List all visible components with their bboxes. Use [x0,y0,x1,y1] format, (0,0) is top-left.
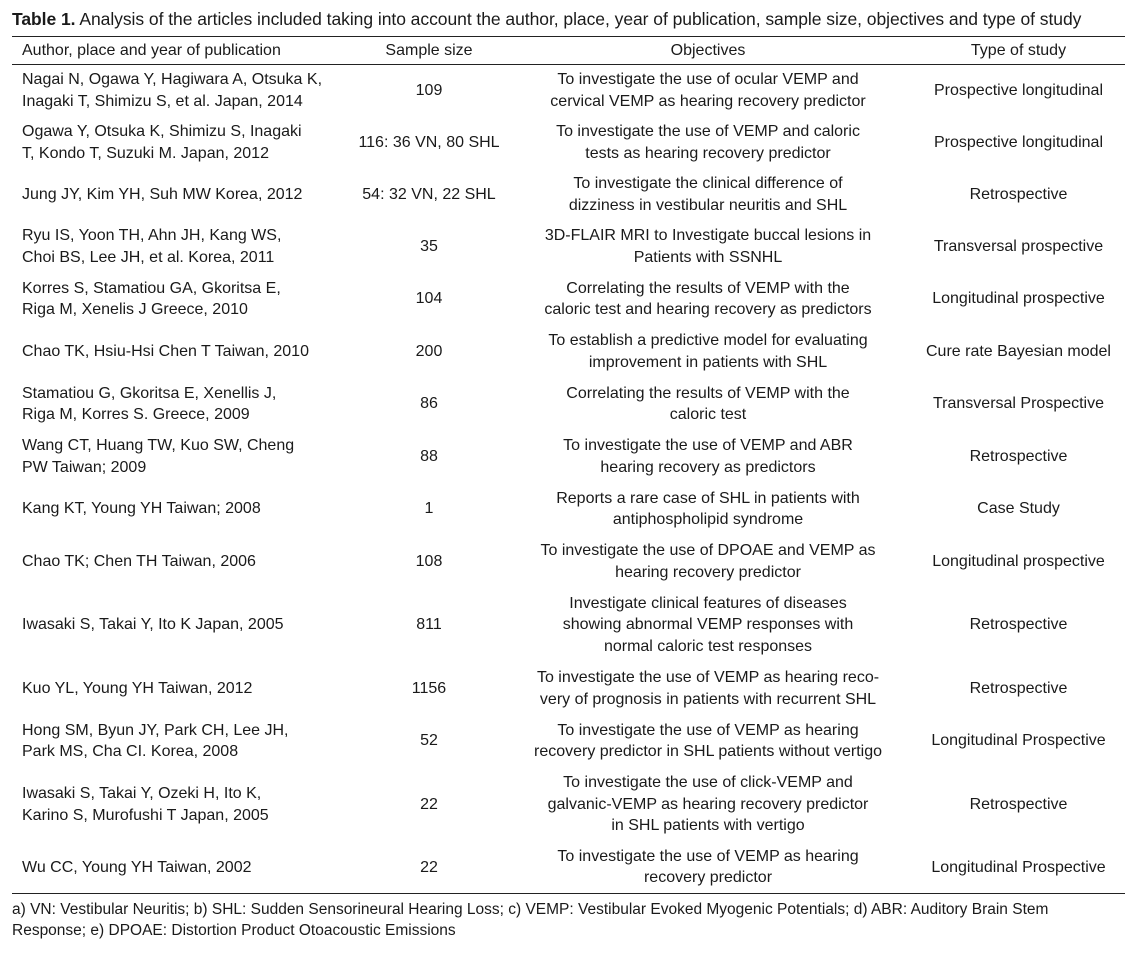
cell-author-line: Wu CC, Young YH Taiwan, 2002 [22,858,252,876]
table-row [12,273,1125,326]
cell-objectives-line: To investigate the use of VEMP and caloric [556,123,860,140]
cell-objectives-line: tests as hearing recovery predictor [585,144,831,162]
cell-author [12,715,354,768]
table-caption-label: Table 1. [12,9,76,29]
cell-type-of-study: Prospective longitudinal [934,82,1103,99]
cell-author [12,117,354,169]
table-row [12,65,1125,117]
table-row [12,715,1125,768]
table-footnote: a) VN: Vestibular Neuritis; b) SHL: Sudden Sensorineural Hearing Loss; c) VEMP: Vestibular Evoked Myogenic Potentials; d) ABR: Auditory Brain Stem Response; e) DPOAE: Distortion Product Otoacoustic Emissions [12,901,1049,939]
cell-objectives-line: To investigate the use of VEMP and ABR [563,437,853,454]
cell-sample-size: 86 [420,395,438,413]
cell-objectives [504,273,912,326]
column-header-sample-size: Sample size [354,37,504,65]
cell-objectives [504,536,912,588]
cell-objectives-line: very of prognosis in patients with recurrent SHL [539,690,877,708]
cell-sample-size: 22 [420,795,438,813]
cell-objectives-line: Correlating the results of VEMP with the [566,279,850,297]
cell-objectives-line: To investigate the use of click-VEMP and [563,774,853,792]
cell-objectives-line: in SHL patients with vertigo [611,817,805,835]
cell-sample-size: 116: 36 VN, 80 SHL [358,133,500,151]
cell-objectives [504,221,912,273]
cell-author-line: Korres S, Stamatiou GA, Gkoritsa E, [22,279,281,297]
cell-author [12,768,354,842]
cell-type-of-study: Retrospective [969,616,1068,634]
cell-author-line: Karino S, Murofushi T Japan, 2005 [22,806,269,824]
cell-objectives-line: 3D-FLAIR MRI to Investigate buccal lesions in [544,227,872,244]
cell-objectives-line: normal caloric test responses [603,637,813,655]
cell-objectives-line: galvanic-VEMP as hearing recovery predictor [547,795,869,813]
cell-objectives-line: To investigate the use of VEMP as hearing [557,847,859,865]
cell-type-of-study: Retrospective [969,447,1068,465]
cell-sample-size: 88 [420,447,438,465]
cell-author-line: Riga M, Xenelis J Greece, 2010 [22,301,248,318]
cell-sample-size: 108 [415,552,443,570]
cell-objectives-line: improvement in patients with SHL [588,353,828,371]
table-caption [12,8,1125,31]
cell-sample-size: 1 [424,500,434,518]
table-row [12,117,1125,169]
table-body [12,65,1125,894]
cell-objectives-line: To investigate the use of DPOAE and VEMP as [540,542,876,559]
table-row [12,221,1125,273]
cell-type-of-study: Transversal Prospective [932,395,1105,413]
cell-author-line: Hong SM, Byun JY, Park CH, Lee JH, [22,721,289,739]
cell-objectives [504,65,912,117]
cell-objectives [504,169,912,221]
cell-author [12,221,354,273]
cell-type-of-study: Longitudinal prospective [932,552,1105,570]
cell-sample-size: 200 [415,342,443,360]
cell-author-line: Choi BS, Lee JH, et al. Korea, 2011 [22,248,275,266]
cell-sample-size: 811 [416,616,442,634]
cell-sample-size: 104 [415,290,443,308]
cell-author-line: Stamatiou G, Gkoritsa E, Xenellis J, [22,384,277,402]
cell-objectives [504,378,912,431]
cell-objectives-line: To establish a predictive model for evaluating [548,332,868,349]
cell-type-of-study: Cure rate Bayesian model [926,342,1111,360]
cell-author [12,842,354,894]
cell-objectives-line: To investigate the use of ocular VEMP and [557,71,859,89]
cell-author-line: Ryu IS, Yoon TH, Ahn JH, Kang WS, [22,227,282,244]
cell-sample-size: 52 [420,732,438,750]
cell-objectives-line: dizziness in vestibular neuritis and SHL [568,196,848,214]
cell-objectives-line: recovery predictor in SHL patients without vertigo [533,743,882,760]
cell-author-line: PW Taiwan; 2009 [22,458,147,476]
cell-sample-size: 54: 32 VN, 22 SHL [362,185,496,203]
cell-objectives [504,117,912,169]
cell-objectives-line: Patients with SSNHL [633,248,783,266]
cell-sample-size: 35 [420,237,438,255]
cell-objectives [504,588,912,663]
cell-objectives [504,483,912,536]
cell-type-of-study: Longitudinal Prospective [912,842,1125,894]
cell-author [12,536,354,588]
cell-objectives-line: Correlating the results of VEMP with the [566,384,850,402]
table-header-row [12,37,1125,65]
cell-type-of-study: Prospective longitudinal [934,133,1103,151]
table-row [12,768,1125,842]
cell-author [12,588,354,663]
column-header-type-of-study: Type of study [912,37,1125,65]
cell-objectives-line: To investigate the clinical difference of [573,175,843,192]
table-row [12,842,1125,894]
cell-type-of-study: Longitudinal prospective [932,290,1105,308]
column-header-objectives: Objectives [504,37,912,65]
cell-author-line: Jung JY, Kim YH, Suh MW Korea, 2012 [22,185,303,203]
cell-author [12,169,354,221]
cell-author-line: Nagai N, Ogawa Y, Hagiwara A, Otsuka K, [22,71,323,89]
cell-author [12,663,354,715]
cell-type-of-study: Retrospective [969,185,1068,203]
cell-objectives-line: hearing recovery predictor [615,563,801,581]
column-header-author: Author, place and year of publication [12,37,354,65]
cell-author-line: T, Kondo T, Suzuki M. Japan, 2012 [22,144,269,162]
table-row [12,588,1125,663]
cell-author [12,378,354,431]
cell-type-of-study: Case Study [977,500,1060,518]
cell-author-line: Inagaki T, Shimizu S, et al. Japan, 2014 [22,92,303,110]
cell-author-line: Kang KT, Young YH Taiwan; 2008 [22,500,261,518]
cell-author [12,65,354,117]
cell-objectives-line: caloric test and hearing recovery as predictors [544,301,872,318]
cell-objectives [504,715,912,768]
cell-author [12,273,354,326]
cell-author [12,483,354,536]
cell-author-line: Riga M, Korres S. Greece, 2009 [22,406,250,423]
cell-sample-size: 1156 [411,679,447,697]
studies-table [12,36,1125,894]
cell-author [12,431,354,483]
cell-objectives [504,326,912,378]
table-row [12,431,1125,483]
cell-type-of-study: Retrospective [969,679,1068,697]
table-figure [12,8,1125,941]
cell-sample-size: 22 [354,842,504,894]
cell-objectives-line: hearing recovery as predictors [600,458,816,476]
table-row [12,663,1125,715]
cell-type-of-study: Transversal prospective [933,237,1104,255]
cell-author-line: Chao TK; Chen TH Taiwan, 2006 [22,552,256,570]
table-row [12,378,1125,431]
table-row [12,483,1125,536]
cell-objectives-line: antiphospholipid syndrome [612,511,804,528]
cell-objectives [504,663,912,715]
cell-author [12,326,354,378]
cell-author-line: Park MS, Cha CI. Korea, 2008 [22,743,239,760]
table-row [12,536,1125,588]
cell-objectives [504,431,912,483]
cell-objectives-line: To investigate the use of VEMP as hearing reco- [536,669,880,686]
cell-sample-size: 109 [415,82,443,99]
cell-objectives-line: Investigate clinical features of diseases [569,594,847,612]
cell-objectives-line: recovery predictor [643,869,773,887]
cell-type-of-study: Retrospective [969,795,1068,813]
table-row [12,169,1125,221]
cell-objectives-line: To investigate the use of VEMP as hearing [557,721,859,739]
cell-objectives-line: cervical VEMP as hearing recovery predictor [550,92,866,110]
cell-objectives-line: caloric test [669,406,747,423]
cell-objectives-line: Reports a rare case of SHL in patients with [556,489,860,507]
cell-author-line: Iwasaki S, Takai Y, Ozeki H, Ito K, [22,785,262,802]
cell-author-line: Iwasaki S, Takai Y, Ito K Japan, 2005 [22,616,284,634]
cell-author-line: Chao TK, Hsiu-Hsi Chen T Taiwan, 2010 [22,342,309,360]
cell-author-line: Ogawa Y, Otsuka K, Shimizu S, Inagaki [22,123,302,140]
cell-type-of-study: Longitudinal Prospective [931,732,1106,750]
cell-author-line: Wang CT, Huang TW, Kuo SW, Cheng [22,437,295,454]
cell-objectives-line: showing abnormal VEMP responses with [562,616,854,634]
cell-objectives [504,842,912,894]
cell-objectives [504,768,912,842]
table-row [12,326,1125,378]
table-caption-text: Analysis of the articles included taking into account the author, place, year of publication, sample size, objectives and type of study [79,9,1082,29]
cell-author-line: Kuo YL, Young YH Taiwan, 2012 [22,679,253,697]
